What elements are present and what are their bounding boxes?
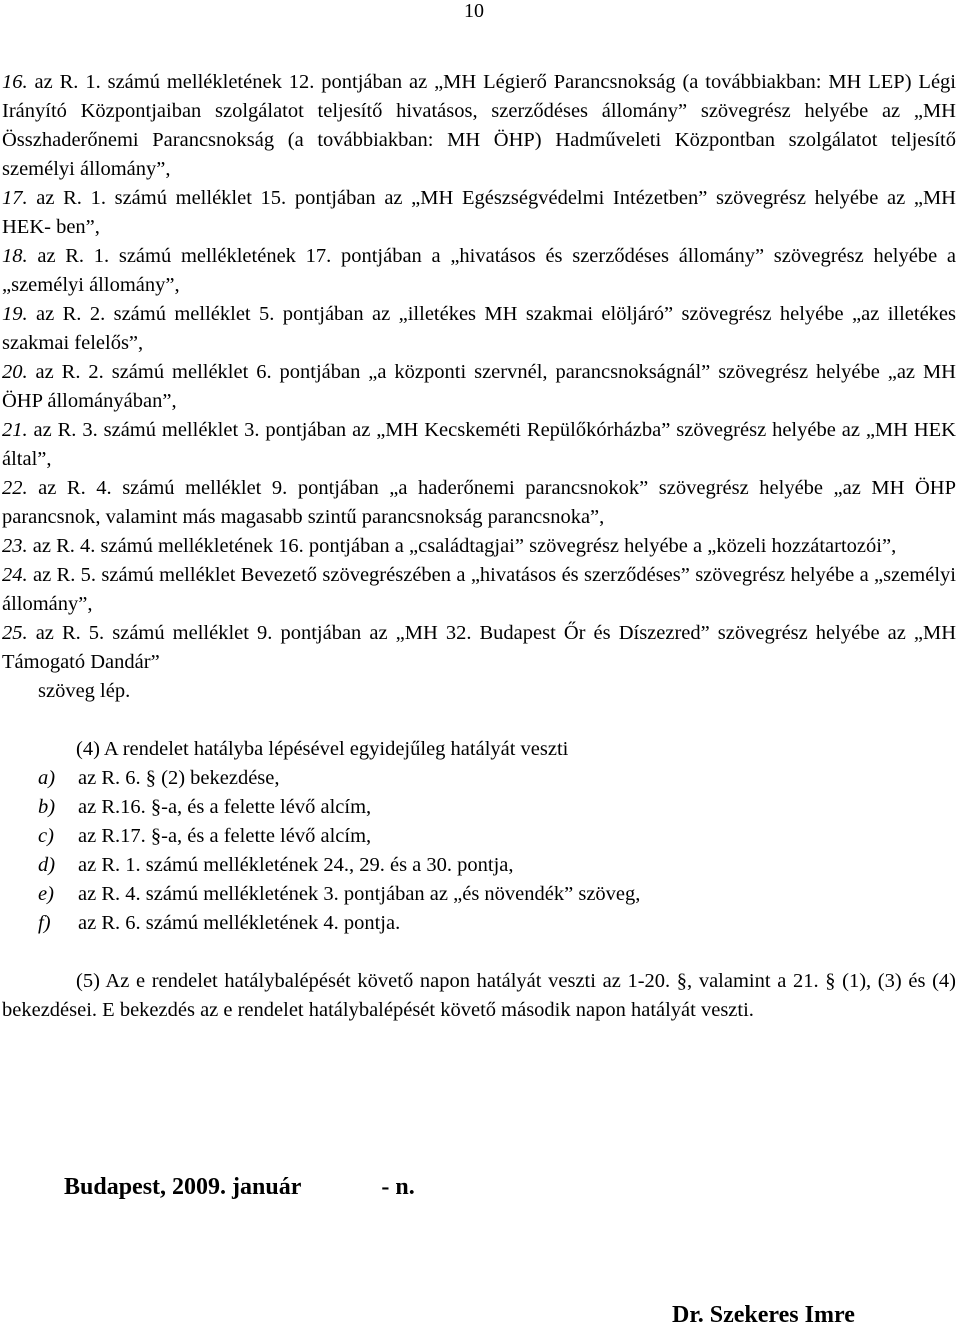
list-marker: e)	[38, 883, 54, 905]
section-5: (5) Az e rendelet hatálybalépését követő napon hatályát veszti az 1-20. §, valamint a 21. § (1), (3) és (4) bekezdései. E bekezdés az e rendelet hatálybalépését követő második napon hatályát veszti.	[2, 970, 956, 1021]
item-text: az R. 1. számú mellékletének 12. pontjában az „MH Légierő Parancsnokság (a továbbiakban: MH LEP) Légi Irányító Központjaiban szolgálatot teljesítő hivatásos, szerződéses állomány” szövegrész helyébe az „MH Összhaderőnemi Parancsnokság (a továbbiakban: MH ÖHP) Hadműveleti Központban szolgálatot teljesítő személyi állomány”,	[2, 71, 956, 180]
item-number: 25.	[2, 622, 28, 644]
spacer	[2, 706, 956, 735]
place-date	[64, 1174, 415, 1201]
amendment-item-16	[2, 68, 956, 184]
item-number: 21.	[2, 419, 28, 441]
item-text: az R. 4. számú mellékletének 16. pontjában a „családtagjai” szövegrész helyébe a „közeli hozzátartozói”,	[27, 535, 897, 557]
item-number: 20.	[2, 361, 28, 383]
amendment-item-21	[2, 416, 956, 474]
repeal-item-e	[2, 880, 956, 909]
amendment-item-23	[2, 532, 956, 561]
item-text: az R. 3. számú melléklet 3. pontjában az „MH Kecskeméti Repülőkórházba” szövegrész helyébe az „MH HEK által”,	[2, 419, 956, 470]
section-4-intro: (4) A rendelet hatályba lépésével egyidejűleg hatályát veszti	[76, 738, 569, 760]
list-marker: a)	[38, 767, 56, 789]
place-date-suffix: - n.	[381, 1174, 415, 1200]
repeal-item-a	[2, 764, 956, 793]
item-text: az R. 2. számú melléklet 6. pontjában „a központi szervnél, parancsnokságnál” szövegrész helyébe „az MH ÖHP állományában”,	[2, 361, 956, 412]
item-text: az R. 5. számú melléklet 9. pontjában az „MH 32. Budapest Őr és Díszezred” szövegrész helyébe az „MH Támogató Dandár”	[2, 622, 956, 673]
list-text: az R.17. §-a, és a felette lévő alcím,	[78, 825, 372, 847]
list-marker: f)	[38, 912, 51, 934]
item-text: az R. 1. számú melléklet 15. pontjában az „MH Egészségvédelmi Intézetben” szövegrész helyébe az „MH HEK- ben”,	[2, 187, 956, 238]
repeal-item-b	[2, 793, 956, 822]
amendment-item-18	[2, 242, 956, 300]
amendment-item-25	[2, 619, 956, 677]
amendment-item-24	[2, 561, 956, 619]
list-marker: c)	[38, 825, 54, 847]
list-text: az R. 1. számú mellékletének 24., 29. és a 30. pontja,	[78, 854, 514, 876]
list-marker: d)	[38, 854, 56, 876]
item-number: 18.	[2, 245, 28, 267]
item-number: 22.	[2, 477, 28, 499]
item-number: 19.	[2, 303, 28, 325]
item-number: 23.	[2, 535, 28, 557]
amendment-item-17	[2, 184, 956, 242]
amendment-item-19	[2, 300, 956, 358]
list-marker: b)	[38, 796, 56, 818]
document-body	[2, 68, 956, 1025]
item-text: az R. 5. számú melléklet Bevezető szövegrészében a „hivatásos és szerződéses” szövegrész helyébe a „személyi állomány”,	[2, 564, 956, 615]
place-date-text: Budapest, 2009. január	[64, 1174, 302, 1200]
page-number: 10	[464, 0, 484, 22]
amendment-item-22	[2, 474, 956, 532]
item-number: 17.	[2, 187, 28, 209]
item-number: 24.	[2, 564, 28, 586]
spacer	[2, 938, 956, 967]
item-text: az R. 2. számú melléklet 5. pontjában az „illetékes MH szakmai elöljáró” szövegrész helyébe „az illetékes szakmai felelős”,	[2, 303, 956, 354]
repeal-item-c	[2, 822, 956, 851]
closing-line: szöveg lép.	[38, 680, 131, 702]
list-text: az R. 4. számú mellékletének 3. pontjában az „és növendék” szöveg,	[78, 883, 641, 905]
item-text: az R. 4. számú melléklet 9. pontjában „a haderőnemi parancsnokok” szövegrész helyébe „az MH ÖHP parancsnok, valamint más magasabb szintű parancsnokság parancsnoka”,	[2, 477, 956, 528]
repeal-item-f	[2, 909, 956, 938]
signature-name: Dr. Szekeres Imre	[672, 1302, 855, 1328]
list-text: az R. 6. számú mellékletének 4. pontja.	[78, 912, 401, 934]
item-number: 16.	[2, 71, 28, 93]
item-text: az R. 1. számú mellékletének 17. pontjában a „hivatásos és szerződéses állomány” szövegrész helyébe a „személyi állomány”,	[2, 245, 956, 296]
list-text: az R.16. §-a, és a felette lévő alcím,	[78, 796, 372, 818]
list-text: az R. 6. § (2) bekezdése,	[78, 767, 280, 789]
repeal-item-d	[2, 851, 956, 880]
amendment-item-20	[2, 358, 956, 416]
